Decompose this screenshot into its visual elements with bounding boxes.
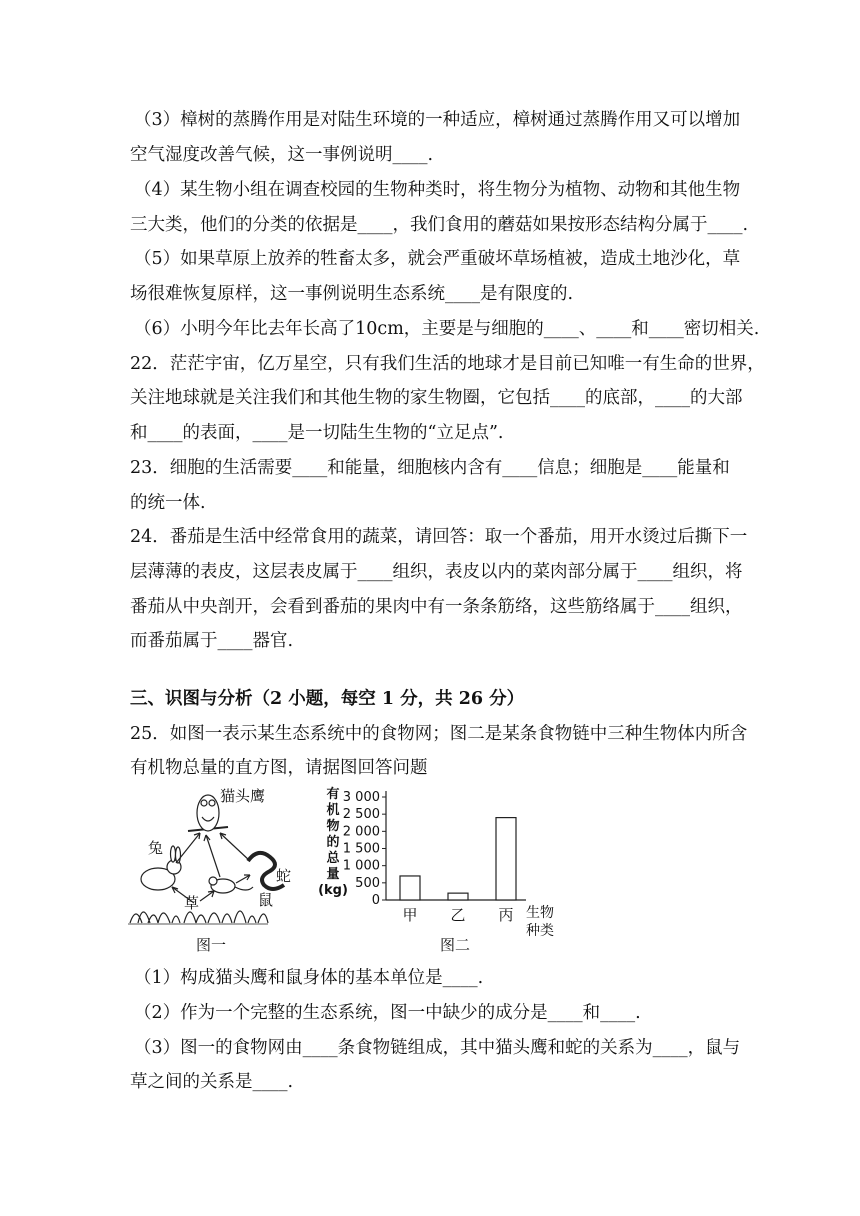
- q25-line-2: 有机物总量的直方图，请据图回答问题: [130, 758, 428, 778]
- bar-3: [496, 818, 516, 900]
- figure1-caption: 图一: [196, 936, 227, 954]
- x-axis-title-line-2: 种类: [526, 923, 554, 939]
- q23-line-1: 23．细胞的生活需要____和能量，细胞核内含有____信息；细胞是____能量和: [130, 458, 730, 478]
- q25-3-line-1: （3）图一的食物网由____条食物链组成，其中猫头鹰和蛇的关系为____，鼠与: [134, 1038, 741, 1058]
- q22-line-2: 关注地球就是关注我们和其他生物的家生物圈，它包括____的底部，____的大部: [130, 388, 743, 408]
- q22-line-1: 22．茫茫宇宙，亿万星空，只有我们生活的地球才是目前已知唯一有生命的世界，: [130, 354, 765, 374]
- food-web-arrows: [172, 833, 250, 903]
- rabbit-label: 兔: [148, 839, 164, 857]
- x-axis-title: 生物: [526, 905, 554, 921]
- q21-6-line: （6）小明今年比去年长高了10cm，主要是与细胞的____、____和____密切相关.: [134, 319, 760, 339]
- q25-1-line: （1）构成猫头鹰和鼠身体的基本单位是____.: [134, 968, 484, 988]
- svg-text:有机物的总量(kg): 有机物的总量(kg): [318, 787, 348, 898]
- snake-label: 蛇: [276, 867, 292, 885]
- q23-line-2: 的统一体.: [130, 493, 206, 513]
- y-tick-label: 500: [355, 875, 380, 891]
- q21-4-line-2: 三大类，他们的分类的依据是____，我们食用的蘑菇如果按形态结构分属于____.: [130, 215, 749, 235]
- bar-2: [448, 893, 468, 900]
- q25-2-line: （2）作为一个完整的生态系统，图一中缺少的成分是____和____.: [134, 1003, 641, 1023]
- mouse-label: 鼠: [258, 891, 274, 909]
- bar-1: [400, 876, 420, 900]
- q24-line-3: 番茄从中央剖开，会看到番茄的果肉中有一条条筋络，这些筋络属于____组织，: [130, 597, 743, 617]
- mouse-illustration: [209, 877, 253, 893]
- y-tick-label: 0: [371, 893, 380, 908]
- q21-4-line-1: （4）某生物小组在调查校园的生物种类时，将生物分为植物、动物和其他生物: [134, 180, 741, 200]
- q22-line-3: 和____的表面，____是一切陆生生物的“立足点”.: [130, 423, 504, 443]
- q24-line-4: 而番茄属于____器官.: [130, 631, 294, 651]
- y-tick-label: 1 500: [342, 841, 380, 857]
- y-ticks: [343, 790, 386, 908]
- x-tick-label: 乙: [450, 906, 466, 924]
- organic-matter-bar-chart: [318, 786, 554, 954]
- food-web-figure: [128, 787, 291, 954]
- section-title: 三、识图与分析（2 小题，每空 1 分，共 26 分）: [130, 689, 525, 709]
- q21-5-line-1: （5）如果草原上放养的牲畜太多，就会严重破坏草场植被，造成土地沙化，草: [134, 249, 741, 269]
- y-tick-label: 3 000: [342, 790, 380, 805]
- bars: [400, 818, 516, 900]
- grass-illustration: [128, 911, 268, 924]
- y-tick-label: 2 000: [342, 824, 380, 840]
- x-ticks: [402, 906, 513, 924]
- q21-5-line-2: 场很难恢复原样，这一事例说明生态系统____是有限度的.: [130, 284, 574, 304]
- q21-3-line-1: （3）樟树的蒸腾作用是对陆生环境的一种适应，樟树通过蒸腾作用又可以增加: [134, 110, 741, 130]
- y-tick-label: 1 000: [342, 858, 380, 874]
- figure2-caption: 图二: [440, 936, 471, 954]
- figures: [128, 783, 568, 954]
- q25-line-1: 25．如图一表示某生态系统中的食物网；图二是某条食物链中三种生物体内所含: [130, 724, 748, 744]
- q24-line-2: 层薄薄的表皮，这层表皮属于____组织，表皮以内的菜肉部分属于____组织，将: [130, 562, 743, 582]
- owl-label: 猫头鹰: [220, 787, 266, 805]
- q21-3-line-2: 空气湿度改善气候，这一事例说明____.: [130, 145, 434, 165]
- q24-line-1: 24．番茄是生活中经常食用的蔬菜，请回答：取一个番茄，用开水烫过后撕下一: [130, 527, 748, 547]
- y-tick-label: 2 500: [342, 807, 380, 823]
- x-tick-label: 甲: [402, 906, 418, 924]
- grass-label: 草: [184, 894, 200, 912]
- q25-3-line-2: 草之间的关系是____.: [130, 1072, 294, 1092]
- x-tick-label: 丙: [498, 906, 514, 924]
